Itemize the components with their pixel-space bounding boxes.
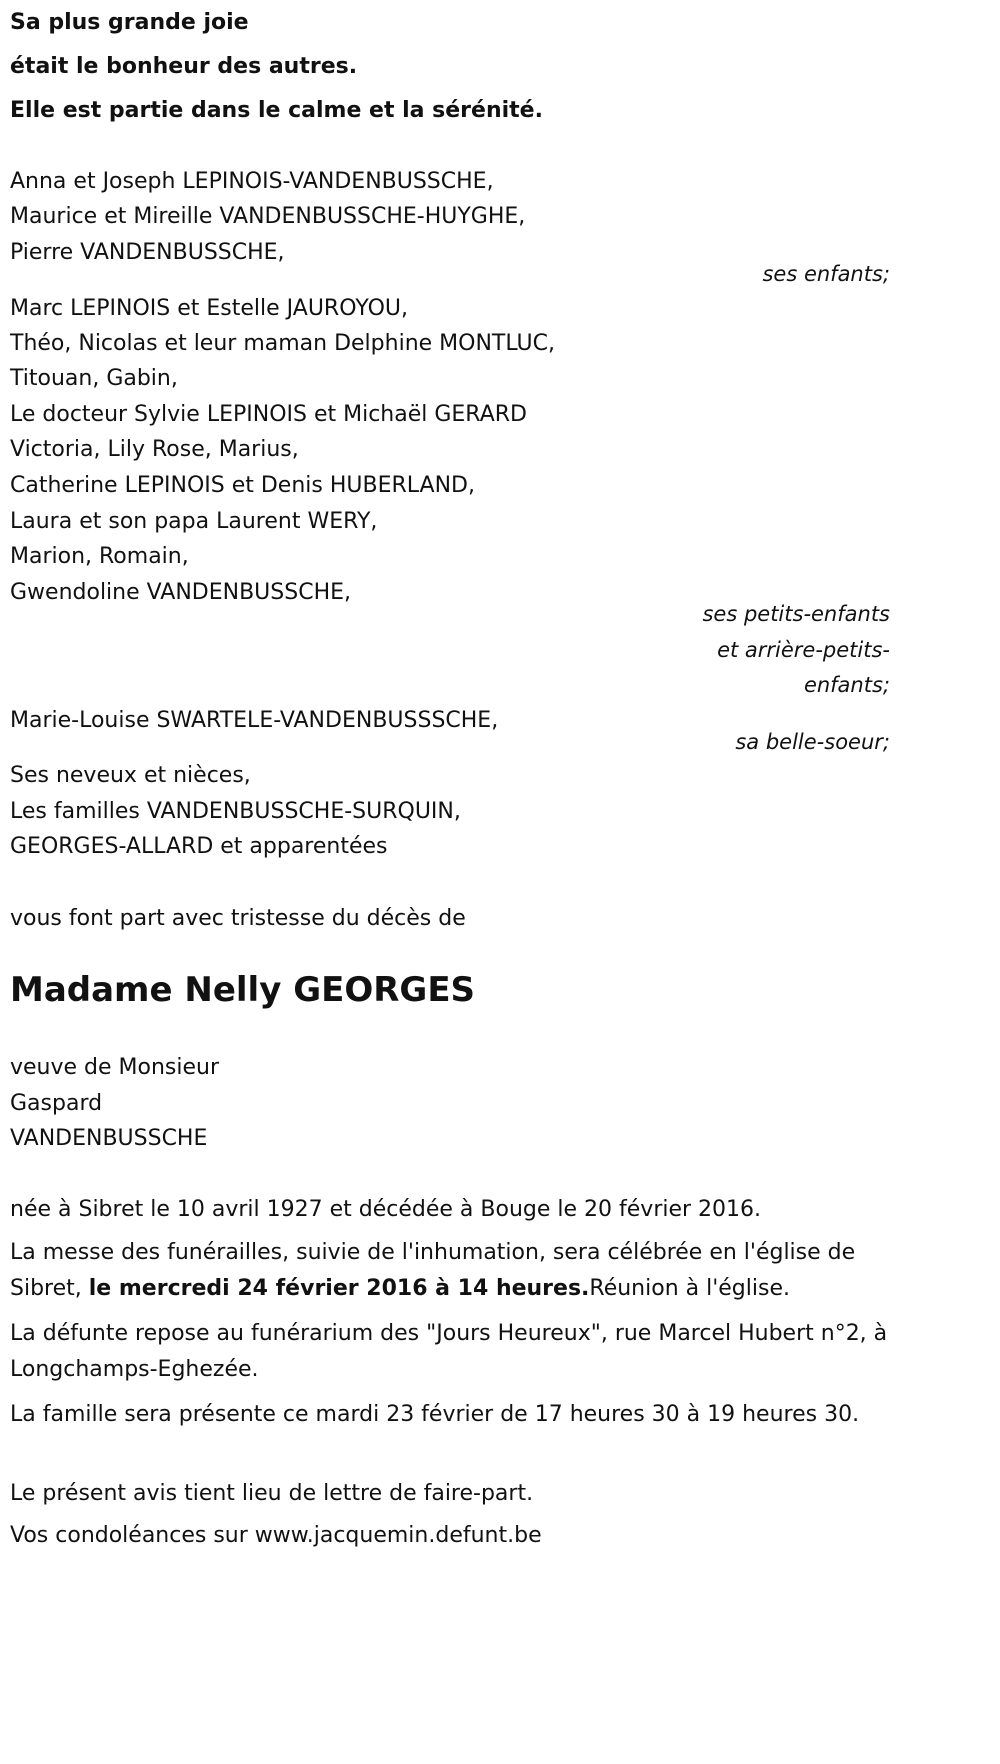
birth-death-info: née à Sibret le 10 avril 1927 et décédée à Bouge le 20 février 2016.: [10, 1197, 762, 1222]
notice-text: Le présent avis tient lieu de lettre de faire-part.: [10, 1481, 534, 1506]
child-name: Anna et Joseph LEPINOIS-VANDENBUSSCHE,: [10, 169, 494, 194]
other-relatives-line: Ses neveux et nièces,: [10, 763, 251, 788]
grandchild-name: Marion, Romain,: [10, 544, 189, 569]
rest-place-info: La défunte repose au funérarium des "Jours Heureux", rue Marcel Hubert n°2, à Longchamps-Eghezée.: [10, 1321, 888, 1382]
epigraph-line-3: Elle est partie dans le calme et la sérénité.: [10, 98, 543, 123]
epigraph-line-2: était le bonheur des autres.: [10, 54, 358, 79]
children-role: ses enfants;: [762, 262, 890, 286]
grandchild-name: Titouan, Gabin,: [10, 366, 178, 391]
grandchildren-role-line-1: ses petits-enfants: [702, 602, 890, 626]
sister-in-law-name: Marie-Louise SWARTELE-VANDENBUSSSCHE,: [10, 708, 499, 733]
grandchildren-role-line-3: enfants;: [803, 673, 890, 697]
grandchild-name: Le docteur Sylvie LEPINOIS et Michaël GERARD: [10, 402, 527, 427]
funeral-date: le mercredi 24 février 2016 à 14 heures.: [88, 1276, 590, 1301]
sister-in-law-role: sa belle-soeur;: [735, 730, 890, 754]
widow-of-line: Gaspard: [10, 1091, 103, 1116]
announcement: vous font part avec tristesse du décès de: [10, 906, 466, 931]
funeral-text: La messe des funérailles, suivie de l'inhumation, sera célébrée en l'église de Sibret,: [10, 1240, 856, 1301]
deceased-name: Madame Nelly GEORGES: [10, 970, 476, 1010]
child-name: Pierre VANDENBUSSCHE,: [10, 240, 285, 265]
grandchild-name: Théo, Nicolas et leur maman Delphine MONTLUC,: [10, 331, 555, 356]
grandchild-name: Gwendoline VANDENBUSSCHE,: [10, 580, 352, 605]
family-presence-info: La famille sera présente ce mardi 23 février de 17 heures 30 à 19 heures 30.: [10, 1402, 860, 1427]
grandchild-name: Victoria, Lily Rose, Marius,: [10, 437, 299, 462]
child-name: Maurice et Mireille VANDENBUSSCHE-HUYGHE,: [10, 204, 526, 229]
condolences-text: Vos condoléances sur www.jacquemin.defunt.be: [10, 1523, 542, 1548]
epigraph-line-1: Sa plus grande joie: [10, 10, 249, 35]
grandchild-name: Marc LEPINOIS et Estelle JAUROYOU,: [10, 296, 408, 321]
other-relatives-line: GEORGES-ALLARD et apparentées: [10, 834, 388, 859]
funeral-meeting: Réunion à l'église.: [589, 1276, 790, 1301]
grandchildren-role-line-2: et arrière-petits-: [717, 638, 890, 662]
grandchild-name: Catherine LEPINOIS et Denis HUBERLAND,: [10, 473, 475, 498]
funeral-info: [10, 1235, 890, 1307]
other-relatives-line: Les familles VANDENBUSSCHE-SURQUIN,: [10, 799, 461, 824]
widow-of-line: VANDENBUSSCHE: [10, 1126, 208, 1151]
widow-of-line: veuve de Monsieur: [10, 1055, 220, 1080]
grandchild-name: Laura et son papa Laurent WERY,: [10, 509, 378, 534]
